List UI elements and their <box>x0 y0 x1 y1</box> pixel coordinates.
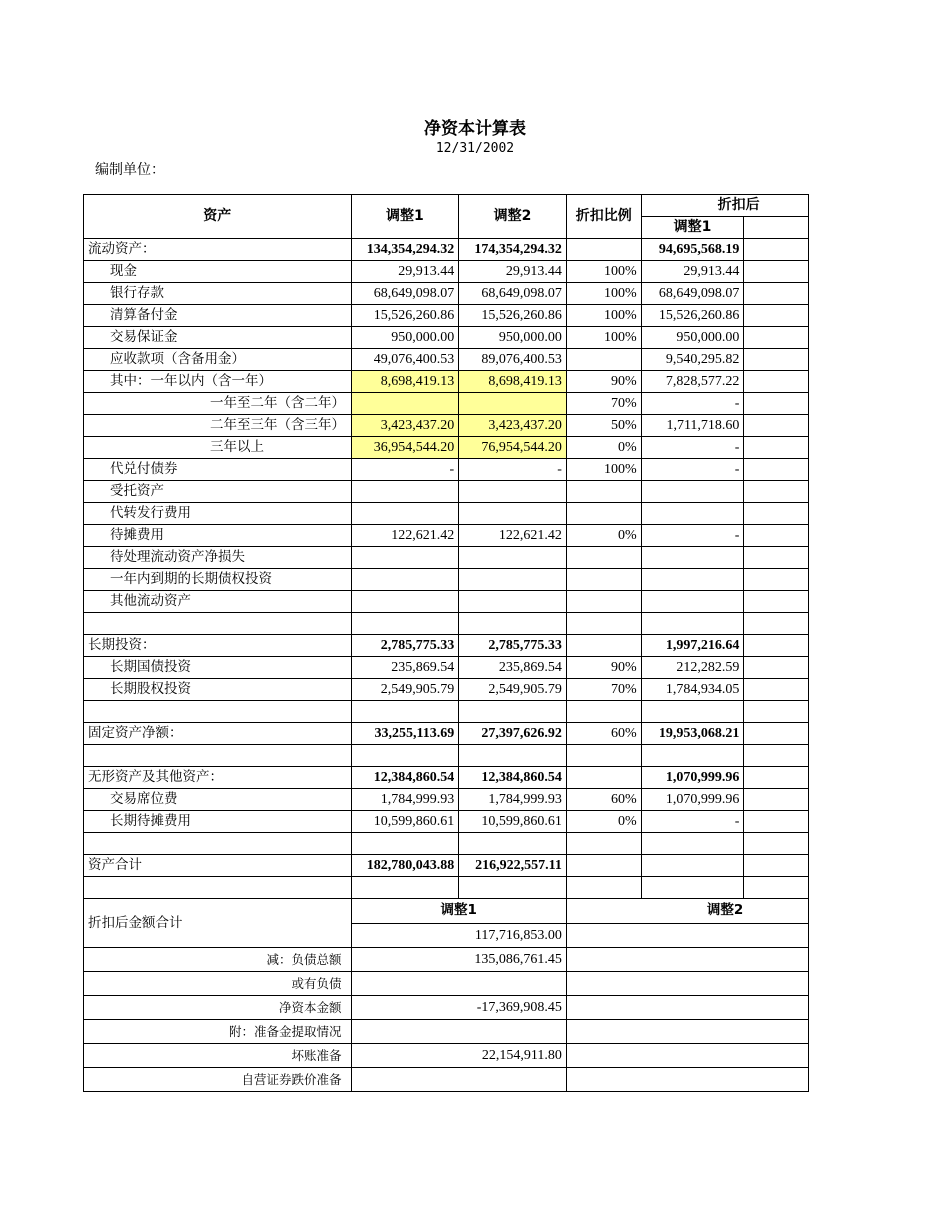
cell-adj1[interactable] <box>351 547 459 569</box>
cell-adj2[interactable]: 3,423,437.20 <box>459 415 567 437</box>
summary-item-adj2[interactable] <box>566 1044 808 1068</box>
row-label[interactable]: 待处理流动资产净损失 <box>84 547 352 569</box>
cell-disc-adj2[interactable] <box>744 613 809 635</box>
cell-disc-adj2[interactable] <box>744 877 809 899</box>
summary-label: 折扣后金额合计 <box>84 899 352 948</box>
cell-disc-adj2[interactable] <box>744 481 809 503</box>
row-label[interactable]: 固定资产净额： <box>84 723 352 745</box>
cell-adj1[interactable]: 182,780,043.88 <box>351 855 459 877</box>
header-disc-adj1: 调整1 <box>641 217 744 239</box>
cell-disc-adj2[interactable] <box>744 239 809 261</box>
cell-disc-adj2[interactable] <box>744 327 809 349</box>
cell-ratio[interactable] <box>566 481 641 503</box>
cell-disc-adj1[interactable]: 7,828,577.22 <box>641 371 744 393</box>
cell-disc-adj2[interactable] <box>744 547 809 569</box>
cell-adj1[interactable] <box>351 569 459 591</box>
header-discounted: 折扣后 <box>641 195 808 217</box>
row-label[interactable] <box>84 613 352 635</box>
row-label[interactable]: 清算备付金 <box>84 305 352 327</box>
row-label[interactable] <box>84 877 352 899</box>
cell-adj1[interactable]: 8,698,419.13 <box>351 371 459 393</box>
cell-disc-adj2[interactable] <box>744 437 809 459</box>
cell-ratio[interactable] <box>566 767 641 789</box>
row-label[interactable]: 交易席位费 <box>84 789 352 811</box>
table-row <box>84 415 809 437</box>
summary-row <box>84 972 809 996</box>
row-label[interactable]: 长期待摊费用 <box>84 811 352 833</box>
cell-adj2[interactable]: 235,869.54 <box>459 657 567 679</box>
page-title: 净资本计算表 <box>424 119 526 139</box>
cell-adj2[interactable]: 1,784,999.93 <box>459 789 567 811</box>
cell-adj1[interactable]: 122,621.42 <box>351 525 459 547</box>
row-label[interactable]: 二年至三年（含三年） <box>84 415 352 437</box>
table-row <box>84 635 809 657</box>
cell-ratio[interactable]: 100% <box>566 261 641 283</box>
cell-disc-adj2[interactable] <box>744 525 809 547</box>
cell-disc-adj1[interactable] <box>641 701 744 723</box>
row-label[interactable]: 长期投资： <box>84 635 352 657</box>
cell-adj2[interactable] <box>459 481 567 503</box>
cell-ratio[interactable] <box>566 701 641 723</box>
cell-disc-adj1[interactable]: - <box>641 437 744 459</box>
cell-adj1[interactable]: 33,255,113.69 <box>351 723 459 745</box>
cell-ratio[interactable] <box>566 569 641 591</box>
table-row <box>84 877 809 899</box>
row-label[interactable] <box>84 745 352 767</box>
table-row <box>84 525 809 547</box>
table-row <box>84 613 809 635</box>
cell-adj1[interactable]: 134,354,294.32 <box>351 239 459 261</box>
cell-adj2[interactable]: 122,621.42 <box>459 525 567 547</box>
cell-ratio[interactable] <box>566 855 641 877</box>
cell-adj2[interactable]: 8,698,419.13 <box>459 371 567 393</box>
cell-disc-adj1[interactable]: 1,784,934.05 <box>641 679 744 701</box>
cell-ratio[interactable]: 70% <box>566 679 641 701</box>
cell-adj1[interactable]: 49,076,400.53 <box>351 349 459 371</box>
summary-item-adj1[interactable] <box>351 1068 566 1092</box>
cell-ratio[interactable] <box>566 503 641 525</box>
cell-disc-adj1[interactable]: 29,913.44 <box>641 261 744 283</box>
cell-ratio[interactable]: 0% <box>566 811 641 833</box>
cell-adj2[interactable] <box>459 701 567 723</box>
cell-ratio[interactable] <box>566 547 641 569</box>
cell-disc-adj1[interactable] <box>641 481 744 503</box>
summary-item-adj2[interactable] <box>566 996 808 1020</box>
cell-ratio[interactable]: 100% <box>566 283 641 305</box>
cell-disc-adj2[interactable] <box>744 349 809 371</box>
row-label[interactable]: 长期股权投资 <box>84 679 352 701</box>
cell-adj1[interactable]: 2,549,905.79 <box>351 679 459 701</box>
cell-adj2[interactable] <box>459 569 567 591</box>
cell-adj2[interactable]: 29,913.44 <box>459 261 567 283</box>
cell-adj1[interactable]: - <box>351 459 459 481</box>
cell-adj2[interactable]: 2,785,775.33 <box>459 635 567 657</box>
cell-disc-adj1[interactable]: 1,997,216.64 <box>641 635 744 657</box>
table-row <box>84 657 809 679</box>
summary-item-label: 自营证券跌价准备 <box>84 1068 352 1092</box>
cell-adj1[interactable]: 950,000.00 <box>351 327 459 349</box>
cell-adj1[interactable]: 235,869.54 <box>351 657 459 679</box>
cell-disc-adj2[interactable] <box>744 811 809 833</box>
cell-disc-adj1[interactable] <box>641 833 744 855</box>
cell-ratio[interactable]: 60% <box>566 723 641 745</box>
cell-adj2[interactable]: 76,954,544.20 <box>459 437 567 459</box>
cell-adj1[interactable] <box>351 503 459 525</box>
cell-disc-adj1[interactable]: 94,695,568.19 <box>641 239 744 261</box>
cell-ratio[interactable]: 60% <box>566 789 641 811</box>
cell-disc-adj2[interactable] <box>744 261 809 283</box>
cell-disc-adj2[interactable] <box>744 767 809 789</box>
row-label[interactable]: 其他流动资产 <box>84 591 352 613</box>
table-row <box>84 833 809 855</box>
cell-adj1[interactable] <box>351 745 459 767</box>
cell-adj2[interactable] <box>459 503 567 525</box>
summary-item-label: 坏账准备 <box>84 1044 352 1068</box>
table-row <box>84 789 809 811</box>
cell-ratio[interactable]: 50% <box>566 415 641 437</box>
cell-adj2[interactable]: 950,000.00 <box>459 327 567 349</box>
row-label[interactable]: 交易保证金 <box>84 327 352 349</box>
cell-disc-adj1[interactable]: - <box>641 525 744 547</box>
row-label[interactable] <box>84 833 352 855</box>
table-row <box>84 745 809 767</box>
cell-ratio[interactable]: 90% <box>566 657 641 679</box>
cell-ratio[interactable] <box>566 591 641 613</box>
cell-ratio[interactable]: 0% <box>566 437 641 459</box>
cell-disc-adj1[interactable] <box>641 591 744 613</box>
cell-adj1[interactable]: 29,913.44 <box>351 261 459 283</box>
cell-disc-adj1[interactable] <box>641 547 744 569</box>
cell-disc-adj1[interactable]: 1,070,999.96 <box>641 767 744 789</box>
summary-item-label: 减：负债总额 <box>84 948 352 972</box>
cell-ratio[interactable]: 100% <box>566 459 641 481</box>
row-label[interactable]: 代兑付债券 <box>84 459 352 481</box>
cell-ratio[interactable] <box>566 635 641 657</box>
cell-adj2[interactable] <box>459 393 567 415</box>
table-row <box>84 393 809 415</box>
cell-adj1[interactable] <box>351 833 459 855</box>
cell-ratio[interactable] <box>566 877 641 899</box>
cell-adj1[interactable]: 3,423,437.20 <box>351 415 459 437</box>
cell-adj2[interactable]: 15,526,260.86 <box>459 305 567 327</box>
row-label[interactable]: 流动资产： <box>84 239 352 261</box>
header-ratio: 折扣比例 <box>566 195 641 239</box>
row-label[interactable]: 受托资产 <box>84 481 352 503</box>
table-row <box>84 855 809 877</box>
summary-row <box>84 996 809 1020</box>
header-asset: 资产 <box>84 195 352 239</box>
cell-adj1[interactable]: 10,599,860.61 <box>351 811 459 833</box>
row-label[interactable]: 待摊费用 <box>84 525 352 547</box>
cell-disc-adj2[interactable] <box>744 679 809 701</box>
cell-adj2[interactable]: - <box>459 459 567 481</box>
cell-adj2[interactable] <box>459 547 567 569</box>
cell-adj1[interactable] <box>351 877 459 899</box>
summary-total-adj2[interactable] <box>566 923 808 948</box>
row-label[interactable]: 一年至二年（含二年） <box>84 393 352 415</box>
cell-disc-adj2[interactable] <box>744 305 809 327</box>
table-row <box>84 701 809 723</box>
row-label[interactable]: 三年以上 <box>84 437 352 459</box>
summary-row <box>84 1068 809 1092</box>
cell-ratio[interactable]: 70% <box>566 393 641 415</box>
table-row <box>84 679 809 701</box>
cell-ratio[interactable]: 0% <box>566 525 641 547</box>
report-date: 12/31/2002 <box>435 141 515 156</box>
table-row <box>84 591 809 613</box>
table-row <box>84 261 809 283</box>
cell-disc-adj2[interactable] <box>744 393 809 415</box>
table-row <box>84 239 809 261</box>
sheet-viewport <box>83 194 809 1099</box>
summary-item-adj1[interactable] <box>351 972 566 996</box>
cell-adj1[interactable]: 15,526,260.86 <box>351 305 459 327</box>
cell-disc-adj1[interactable]: 1,711,718.60 <box>641 415 744 437</box>
unit-label: 编制单位： <box>95 162 165 178</box>
cell-disc-adj2[interactable] <box>744 569 809 591</box>
cell-adj2[interactable] <box>459 591 567 613</box>
table-row <box>84 437 809 459</box>
header-disc-adj2 <box>744 217 809 239</box>
summary-item-label: 或有负债 <box>84 972 352 996</box>
cell-ratio[interactable]: 100% <box>566 327 641 349</box>
cell-disc-adj2[interactable] <box>744 371 809 393</box>
cell-adj1[interactable]: 1,784,999.93 <box>351 789 459 811</box>
summary-item-adj2[interactable] <box>566 948 808 972</box>
summary-row <box>84 1044 809 1068</box>
table-row <box>84 283 809 305</box>
table-row <box>84 503 809 525</box>
summary-item-adj2[interactable] <box>566 972 808 996</box>
cell-adj2[interactable] <box>459 833 567 855</box>
cell-adj2[interactable] <box>459 613 567 635</box>
cell-disc-adj2[interactable] <box>744 591 809 613</box>
cell-adj1[interactable]: 68,649,098.07 <box>351 283 459 305</box>
cell-disc-adj2[interactable] <box>744 833 809 855</box>
cell-adj2[interactable]: 174,354,294.32 <box>459 239 567 261</box>
row-label[interactable]: 银行存款 <box>84 283 352 305</box>
table-row <box>84 327 809 349</box>
cell-adj2[interactable]: 216,922,557.11 <box>459 855 567 877</box>
cell-adj1[interactable]: 12,384,860.54 <box>351 767 459 789</box>
cell-adj1[interactable] <box>351 393 459 415</box>
cell-adj2[interactable]: 10,599,860.61 <box>459 811 567 833</box>
cell-disc-adj1[interactable]: 1,070,999.96 <box>641 789 744 811</box>
cell-disc-adj2[interactable] <box>744 701 809 723</box>
cell-disc-adj1[interactable] <box>641 745 744 767</box>
summary-total-adj1[interactable]: 117,716,853.00 <box>351 923 566 948</box>
cell-disc-adj1[interactable]: - <box>641 459 744 481</box>
cell-disc-adj2[interactable] <box>744 503 809 525</box>
summary-header-row <box>84 899 809 924</box>
summary-row <box>84 948 809 972</box>
summary-item-adj1[interactable]: -17,369,908.45 <box>351 996 566 1020</box>
cell-disc-adj2[interactable] <box>744 723 809 745</box>
row-label[interactable]: 无形资产及其他资产： <box>84 767 352 789</box>
cell-adj2[interactable]: 12,384,860.54 <box>459 767 567 789</box>
cell-adj2[interactable]: 68,649,098.07 <box>459 283 567 305</box>
row-label[interactable]: 其中：一年以内（含一年） <box>84 371 352 393</box>
cell-disc-adj1[interactable]: 68,649,098.07 <box>641 283 744 305</box>
cell-disc-adj2[interactable] <box>744 789 809 811</box>
summary-row <box>84 1020 809 1044</box>
table-row <box>84 767 809 789</box>
cell-adj2[interactable]: 2,549,905.79 <box>459 679 567 701</box>
row-label[interactable]: 代转发行费用 <box>84 503 352 525</box>
cell-disc-adj1[interactable]: 15,526,260.86 <box>641 305 744 327</box>
cell-adj1[interactable]: 36,954,544.20 <box>351 437 459 459</box>
cell-ratio[interactable]: 100% <box>566 305 641 327</box>
summary-item-adj1[interactable]: 22,154,911.80 <box>351 1044 566 1068</box>
cell-disc-adj2[interactable] <box>744 459 809 481</box>
cell-ratio[interactable]: 90% <box>566 371 641 393</box>
cell-adj1[interactable] <box>351 613 459 635</box>
cell-disc-adj2[interactable] <box>744 415 809 437</box>
row-label[interactable]: 现金 <box>84 261 352 283</box>
cell-disc-adj2[interactable] <box>744 657 809 679</box>
cell-ratio[interactable] <box>566 745 641 767</box>
summary-item-label: 附：准备金提取情况 <box>84 1020 352 1044</box>
row-label[interactable]: 资产合计 <box>84 855 352 877</box>
cell-disc-adj1[interactable] <box>641 877 744 899</box>
table-row <box>84 811 809 833</box>
summary-col2-header: 调整2 <box>566 899 808 924</box>
cell-disc-adj2[interactable] <box>744 745 809 767</box>
cell-ratio[interactable] <box>566 613 641 635</box>
row-label[interactable] <box>84 701 352 723</box>
summary-item-adj1[interactable] <box>351 1020 566 1044</box>
cell-disc-adj1[interactable]: 9,540,295.82 <box>641 349 744 371</box>
cell-adj2[interactable]: 27,397,626.92 <box>459 723 567 745</box>
header-adj1: 调整1 <box>351 195 459 239</box>
cell-disc-adj1[interactable]: 19,953,068.21 <box>641 723 744 745</box>
summary-item-adj1[interactable]: 135,086,761.45 <box>351 948 566 972</box>
table-row <box>84 459 809 481</box>
table-row <box>84 305 809 327</box>
table-row <box>84 569 809 591</box>
summary-col1-header: 调整1 <box>351 899 566 924</box>
cell-adj2[interactable] <box>459 877 567 899</box>
cell-disc-adj1[interactable]: - <box>641 811 744 833</box>
table-row <box>84 547 809 569</box>
cell-adj2[interactable]: 89,076,400.53 <box>459 349 567 371</box>
table-row <box>84 723 809 745</box>
table-row <box>84 481 809 503</box>
row-label[interactable]: 一年内到期的长期债权投资 <box>84 569 352 591</box>
row-label[interactable]: 应收款项（含备用金） <box>84 349 352 371</box>
row-label[interactable]: 长期国债投资 <box>84 657 352 679</box>
cell-disc-adj1[interactable]: - <box>641 393 744 415</box>
cell-disc-adj1[interactable] <box>641 569 744 591</box>
table-row <box>84 349 809 371</box>
cell-adj2[interactable] <box>459 745 567 767</box>
cell-ratio[interactable] <box>566 349 641 371</box>
cell-adj1[interactable] <box>351 591 459 613</box>
summary-item-adj2[interactable] <box>566 1020 808 1044</box>
cell-disc-adj1[interactable] <box>641 503 744 525</box>
cell-disc-adj2[interactable] <box>744 855 809 877</box>
cell-ratio[interactable] <box>566 833 641 855</box>
cell-disc-adj1[interactable] <box>641 613 744 635</box>
cell-disc-adj2[interactable] <box>744 283 809 305</box>
cell-adj1[interactable] <box>351 701 459 723</box>
cell-disc-adj1[interactable]: 950,000.00 <box>641 327 744 349</box>
cell-ratio[interactable] <box>566 239 641 261</box>
cell-disc-adj1[interactable]: 212,282.59 <box>641 657 744 679</box>
table-row <box>84 371 809 393</box>
summary-item-label: 净资本金额 <box>84 996 352 1020</box>
cell-disc-adj2[interactable] <box>744 635 809 657</box>
cell-adj1[interactable] <box>351 481 459 503</box>
header-adj2: 调整2 <box>459 195 567 239</box>
cell-disc-adj1[interactable] <box>641 855 744 877</box>
summary-item-adj2[interactable] <box>566 1068 808 1092</box>
capital-table <box>83 194 809 1092</box>
cell-adj1[interactable]: 2,785,775.33 <box>351 635 459 657</box>
